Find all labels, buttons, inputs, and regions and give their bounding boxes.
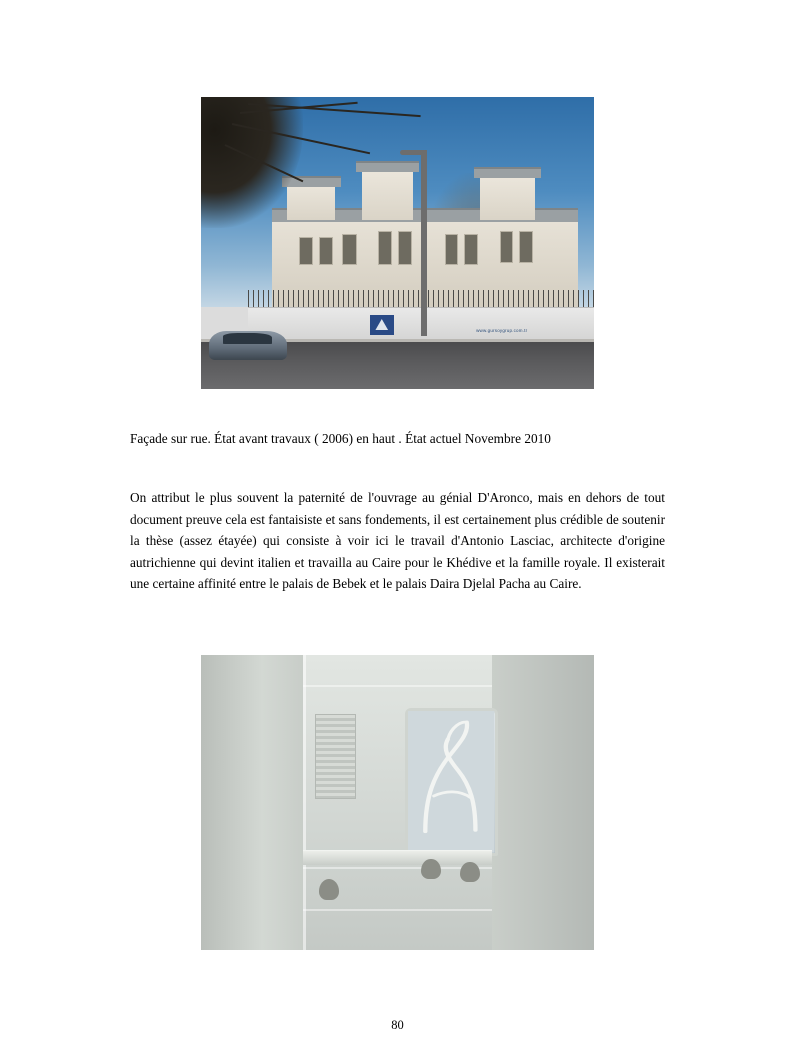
page-number: 80 [391, 1018, 404, 1032]
moulding-band [303, 685, 492, 687]
photo-canvas-top [201, 97, 594, 389]
tower-right-roof [474, 167, 541, 178]
tower-left [287, 182, 334, 220]
street-lamp [421, 150, 427, 337]
console-bracket [319, 879, 339, 900]
street-facade-photo [201, 97, 594, 389]
window [464, 234, 478, 265]
right-wall-plane [492, 655, 594, 950]
window-ironwork-icon [408, 711, 494, 853]
console-bracket [421, 859, 441, 880]
window [445, 234, 459, 265]
window [398, 231, 413, 265]
window [342, 234, 357, 265]
window [319, 237, 333, 265]
body-paragraph: On attribut le plus souvent la paternité de l'ouvrage au génial D'Aronco, mais en dehors de tout document preuve cela est fantaisiste et sans fondements, il est certainement plus crédible de soutenir la thèse (assez étayée) qui consiste à voir ici le travail d'Antonio Lasciac, architecte d'origine autrichienne qui devint italien et travailla au Caire pour le Khédive et la famille royale. Il existerait une certaine affinité entre le palais de Bebek et le palais Daira Djelal Pacha au Caire. [130, 490, 665, 592]
window [299, 237, 313, 265]
photo-canvas-bottom [201, 655, 594, 950]
parked-car [209, 331, 288, 360]
window [519, 231, 533, 262]
console-bracket [460, 862, 480, 883]
moulding-band [303, 909, 492, 911]
tower-center [362, 167, 413, 220]
tower-right [480, 173, 535, 220]
art-nouveau-window [405, 708, 497, 856]
left-wall-plane [201, 655, 303, 950]
figure-caption: Façade sur rue. État avant travaux ( 2006) en haut . État actuel Novembre 2010 [130, 431, 551, 446]
watermark-url: www.gursoygrup.com.tr [476, 327, 528, 333]
company-logo-sign [370, 315, 394, 335]
corner-window-detail-photo [201, 655, 594, 950]
louvred-shutter [315, 714, 356, 799]
tower-center-roof [356, 161, 419, 172]
window [500, 231, 514, 262]
corner-bevel-edge [303, 655, 306, 950]
window [378, 231, 393, 265]
